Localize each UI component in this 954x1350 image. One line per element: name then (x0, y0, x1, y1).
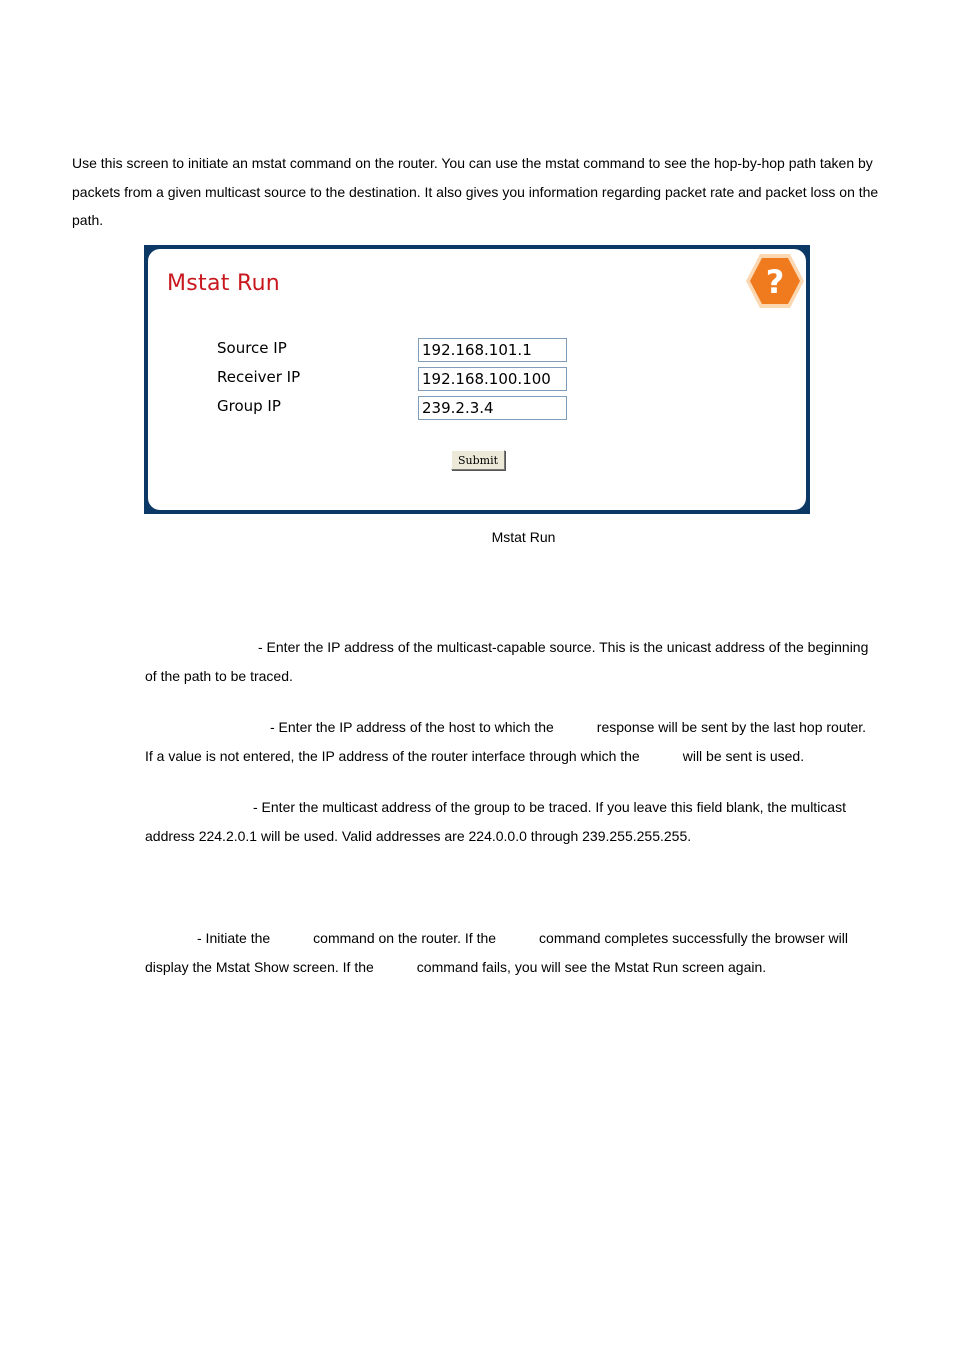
panel-body (148, 249, 806, 510)
intro-paragraph: Use this screen to initiate an mstat command on the router. You can use the mstat command to see the hop-by-hop path taken by packets from a given multicast source to the destination. It also gives you information regarding packet rate and packet loss on the path. (72, 155, 879, 228)
group-ip-input[interactable] (418, 396, 567, 420)
question-mark-icon[interactable] (744, 252, 806, 310)
source-ip-input[interactable] (418, 338, 567, 362)
mstat-run-panel (144, 245, 810, 514)
submit-description: - Initiate the command on the router. If the command completes successfully the browser will display the Mstat Show screen. If the command fails, you will see the Mstat Run screen again. (145, 930, 848, 975)
source-ip-description: - Enter the IP address of the multicast-capable source. This is the unicast address of the beginning of the path to be traced. (145, 639, 869, 684)
source-ip-label: Source IP (217, 339, 287, 357)
svg-text:?: ? (765, 263, 785, 301)
panel-title: Mstat Run (167, 271, 281, 296)
figure-caption: Mstat Run (491, 529, 556, 545)
group-ip-description: - Enter the multicast address of the group to be traced. If you leave this field blank, the multicast address 224.2.0.1 will be used. Valid addresses are 224.0.0.0 through 239.255.255.255. (145, 799, 846, 844)
receiver-ip-description: - Enter the IP address of the host to which the response will be sent by the last hop router. If a value is not entered, the IP address of the router interface through which the will be sent is used. (145, 719, 867, 764)
receiver-ip-input[interactable] (418, 367, 567, 391)
submit-button[interactable]: Submit (451, 450, 505, 470)
group-ip-label: Group IP (217, 397, 281, 415)
receiver-ip-label: Receiver IP (217, 368, 301, 386)
